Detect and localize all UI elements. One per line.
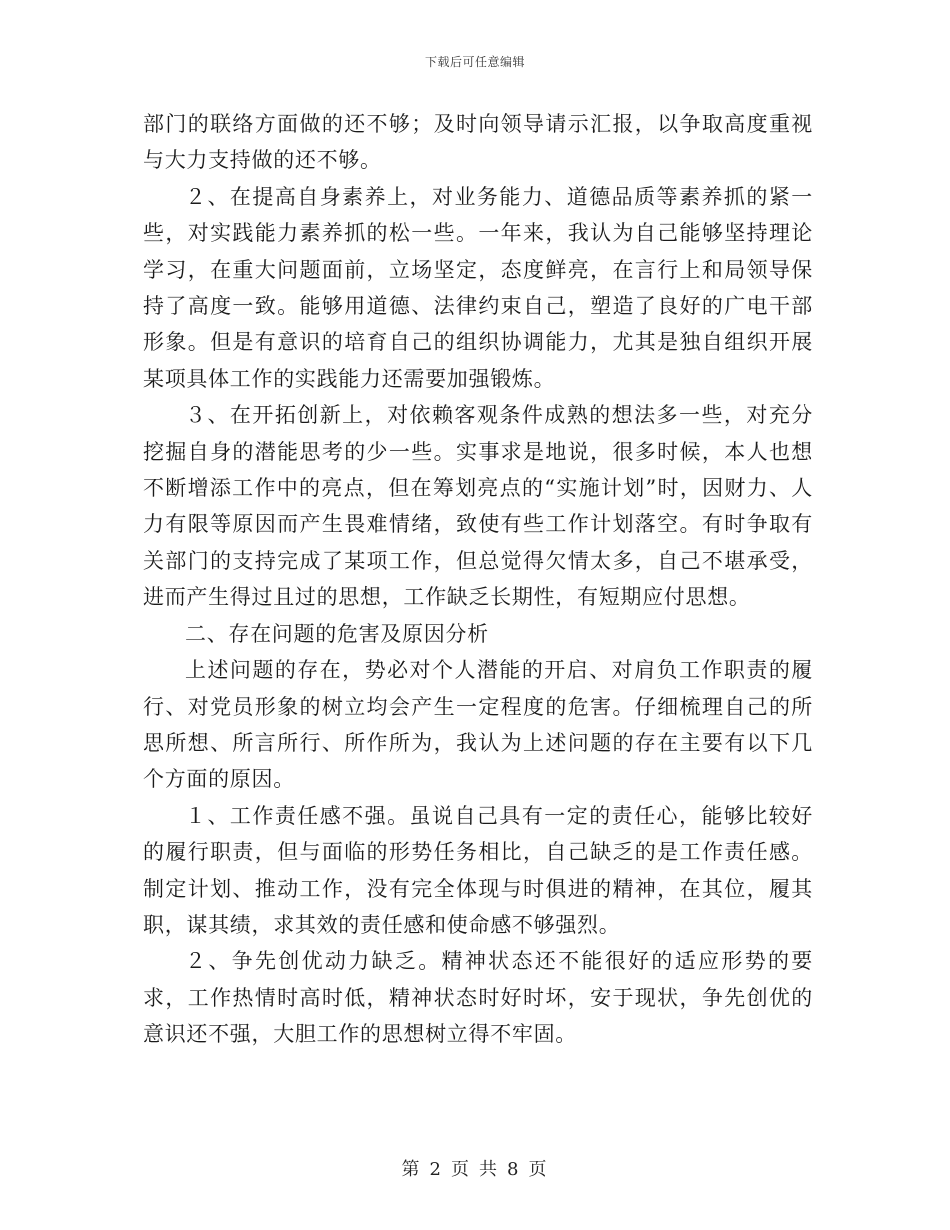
paragraph-4: 上述问题的存在，势必对个人潜能的开启、对肩负工作职责的履行、对党员形象的树立均会产生一定程度的危害。仔细梳理自己的所思所想、所言所行、所作所为，我认为上述问题的存在主要有以下几个方面的原因。	[143, 658, 813, 792]
section-heading: 二、存在问题的危害及原因分析	[185, 621, 489, 646]
footer-suffix: 页	[528, 1159, 549, 1180]
header-note: 下载后可任意编辑	[424, 55, 525, 69]
document-body	[143, 106, 813, 1053]
total-pages-number: 8	[507, 1159, 521, 1180]
footer-prefix: 第	[401, 1159, 422, 1180]
footer-mid2: 共	[479, 1159, 499, 1180]
footer-mid1: 页	[451, 1159, 471, 1180]
paragraph-5: １、工作责任感不强。虽说自己具有一定的责任心，能够比较好的履行职责，但与面临的形势任务相比，自己缺乏的是工作责任感。制定计划、推动工作，没有完全体现与时俱进的精神，在其位，履其职，谋其绩，求其效的责任感和使命感不够强烈。	[143, 803, 813, 937]
current-page-number: 2	[429, 1159, 443, 1180]
paragraph-1: 部门的联络方面做的还不够；及时向领导请示汇报，以争取高度重视与大力支持做的还不够。	[143, 112, 813, 173]
paragraph-2: ２、在提高自身素养上，对业务能力、道德品质等素养抓的紧一些，对实践能力素养抓的松一些。一年来，我认为自己能够坚持理论学习，在重大问题面前，立场坚定，态度鲜亮，在言行上和局领导保持了高度一致。能够用道德、法律约束自己，塑造了良好的广电干部形象。但是有意识的培育自己的组织协调能力，尤其是独自组织开展某项具体工作的实践能力还需要加强锻炼。	[143, 184, 813, 391]
page-number-footer	[0, 1155, 950, 1181]
paragraph-6: ２、争先创优动力缺乏。精神状态还不能很好的适应形势的要求，工作热情时高时低，精神状态时好时坏，安于现状，争先创优的意识还不强，大胆工作的思想树立得不牢固。	[143, 949, 813, 1047]
paragraph-3: ３、在开拓创新上，对依赖客观条件成熟的想法多一些，对充分挖掘自身的潜能思考的少一些。实事求是地说，很多时候，本人也想不断增添工作中的亮点，但在筹划亮点的“实施计划”时，因财力、人力有限等原因而产生畏难情绪，致使有些工作计划落空。有时争取有关部门的支持完成了某项工作，但总觉得欠情太多，自己不堪承受，进而产生得过且过的思想，工作缺乏长期性，有短期应付思想。	[143, 403, 813, 610]
